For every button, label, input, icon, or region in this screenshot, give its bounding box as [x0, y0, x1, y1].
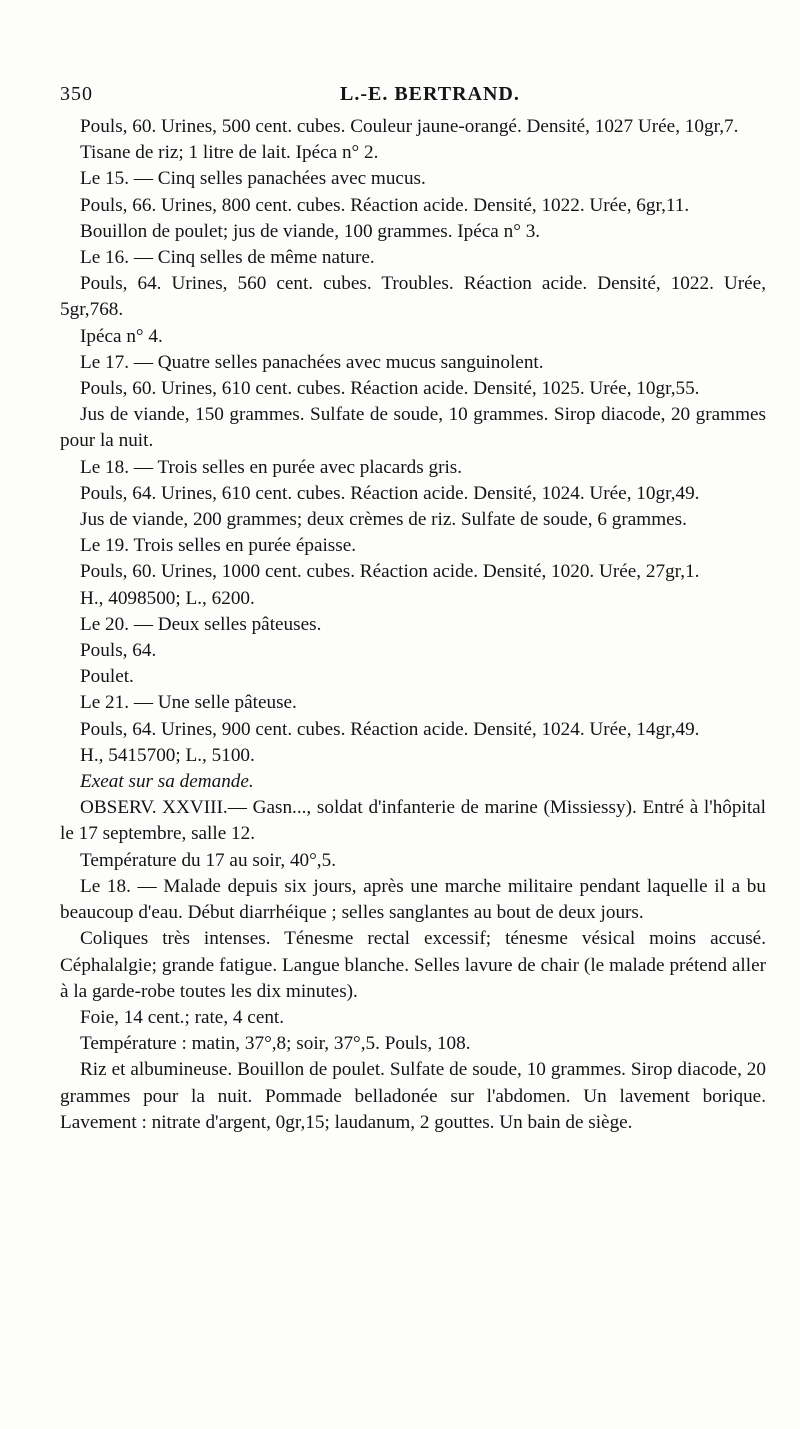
paragraph: Le 19. Trois selles en purée épaisse. — [80, 535, 357, 557]
paragraph: Bouillon de poulet; jus de viande, 100 grammes. Ipéca n° 3. — [80, 220, 541, 242]
paragraph: Le 16. — Cinq selles de même nature. — [80, 247, 375, 269]
paragraph: Ipéca n° 4. — [80, 325, 163, 347]
paragraph: Le 18. — Trois selles en purée avec placards gris. — [80, 456, 463, 478]
page-header — [60, 83, 750, 109]
paragraph: Pouls, 64. Urines, 560 cent. cubes. Troubles. Réaction acide. Densité, 1022. Urée, 5gr,768. — [60, 273, 766, 321]
paragraph: Le 21. — Une selle pâteuse. — [80, 692, 297, 714]
paragraph: Le 15. — Cinq selles panachées avec mucus. — [80, 168, 426, 190]
paragraph: Pouls, 60. Urines, 1000 cent. cubes. Réaction acide. Densité, 1020. Urée, 27gr,1. — [80, 561, 700, 583]
paragraph: Le 17. — Quatre selles panachées avec mucus sanguinolent. — [80, 351, 544, 373]
paragraph: Pouls, 64. Urines, 900 cent. cubes. Réaction acide. Densité, 1024. Urée, 14gr,49. — [80, 718, 700, 740]
paragraph: Le 18. — Malade depuis six jours, après une marche militaire pendant laquelle il a bu beaucoup d'eau. Début diarrhéique ; selles sanglantes au bout de deux jours. — [60, 875, 766, 924]
paragraph: H., 5415700; L., 5100. — [80, 744, 255, 766]
paragraph: Température : matin, 37°,8; soir, 37°,5. Pouls, 108. — [80, 1033, 471, 1055]
paragraph: Pouls, 64. Urines, 610 cent. cubes. Réaction acide. Densité, 1024. Urée, 10gr,49. — [80, 482, 700, 504]
observation-heading-paragraph: OBSERV. XXVIII.— Gasn..., soldat d'infanterie de marine (Missiessy). Entré à l'hôpital le 17 septembre, salle 12. — [60, 797, 766, 845]
paragraph: Jus de viande, 150 grammes. Sulfate de soude, 10 grammes. Sirop diacode, 20 grammes pour la nuit. — [60, 404, 766, 452]
paragraph: Pouls, 64. — [80, 640, 157, 662]
paragraph: Le 20. — Deux selles pâteuses. — [80, 613, 322, 635]
paragraph: Tisane de riz; 1 litre de lait. Ipéca n° 2. — [80, 142, 379, 164]
paragraph: Jus de viande, 200 grammes; deux crèmes de riz. Sulfate de soude, 6 grammes. — [80, 509, 687, 531]
body-text — [60, 114, 766, 1136]
paragraph: H., 4098500; L., 6200. — [80, 587, 255, 609]
page-number: 350 — [60, 83, 93, 105]
paragraph-exeat: Exeat sur sa demande. — [80, 771, 254, 793]
paragraph: Pouls, 60. Urines, 610 cent. cubes. Réaction acide. Densité, 1025. Urée, 10gr,55. — [80, 378, 700, 400]
paragraph: Foie, 14 cent.; rate, 4 cent. — [80, 1006, 285, 1028]
paragraph: Pouls, 66. Urines, 800 cent. cubes. Réaction acide. Densité, 1022. Urée, 6gr,11. — [80, 194, 690, 216]
running-head: L.-E. BERTRAND. — [340, 83, 520, 105]
paragraph: Température du 17 au soir, 40°,5. — [80, 849, 336, 871]
paragraph: Pouls, 60. Urines, 500 cent. cubes. Couleur jaune-orangé. Densité, 1027 Urée, 10gr,7. — [80, 116, 739, 137]
paragraph: Riz et albumineuse. Bouillon de poulet. Sulfate de soude, 10 grammes. Sirop diacode, 20 grammes pour la nuit. Pommade belladonée sur l'abdomen. Un lavement borique. Lavement : nitrate d'argent, 0gr,15; laudanum, 2 gouttes. Un bain de siège. — [60, 1059, 766, 1133]
paragraph: Coliques très intenses. Ténesme rectal excessif; ténesme vésical moins accusé. Céphalalgie; grande fatigue. Langue blanche. Selles lavure de chair (le malade prétend aller à la garde-robe toutes les dix minutes). — [60, 928, 766, 1002]
paragraph: Poulet. — [80, 666, 134, 688]
